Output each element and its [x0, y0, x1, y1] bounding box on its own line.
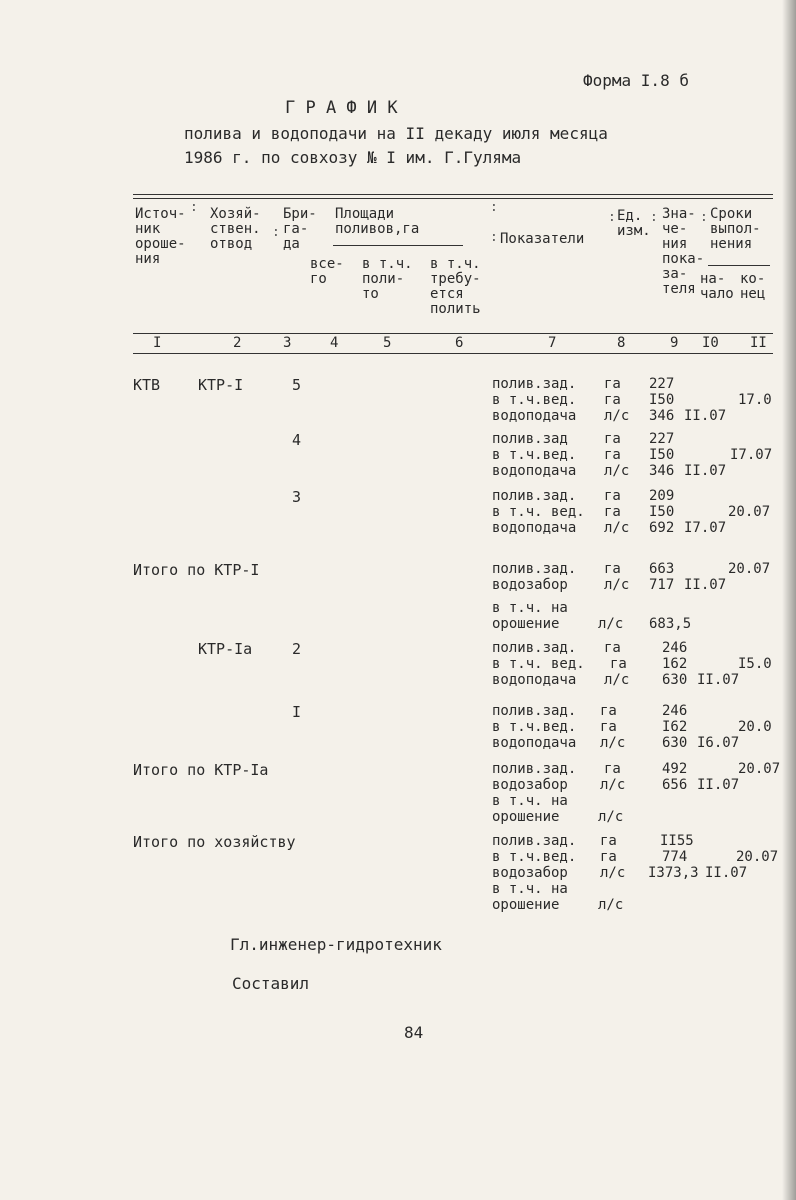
term-end: 20.07: [728, 504, 771, 520]
indicator-label: в т.ч.вед.: [492, 719, 577, 735]
col-number-2: 2: [233, 335, 242, 351]
indicator-label: водоподача: [492, 463, 577, 479]
value: 246: [662, 703, 688, 719]
term-start: II.07: [697, 777, 740, 793]
unit: л/с: [604, 520, 630, 536]
unit: л/с: [604, 672, 630, 688]
value: 692: [649, 520, 675, 536]
indicator-label: в т.ч.вед.: [492, 392, 577, 408]
indicator-label: водоподача: [492, 735, 577, 751]
brigade-5: 5: [292, 376, 302, 394]
page-number: 84: [404, 1023, 424, 1042]
value: 209: [649, 488, 675, 504]
col-number-7: 7: [548, 335, 557, 351]
unit: л/с: [600, 865, 626, 881]
value: 683,5: [649, 616, 692, 632]
value: II55: [660, 833, 694, 849]
header-separator: :: [650, 210, 658, 225]
indicator-label: в т.ч. на: [492, 793, 568, 809]
indicator-label: в т.ч.вед.: [492, 849, 577, 865]
term-start: II.07: [684, 577, 727, 593]
indicator-label: в т.ч. на: [492, 881, 568, 897]
indicator-label: полив.зад.: [492, 761, 577, 777]
col-number-3: 3: [283, 335, 292, 351]
header-separator: :: [700, 210, 708, 225]
indicator-label: полив.зад.: [492, 561, 577, 577]
signature-compiled-by: Составил: [232, 974, 310, 993]
source-ktv: КТВ: [133, 376, 161, 394]
form-label: Форма I.8 б: [583, 71, 689, 90]
value: 246: [662, 640, 688, 656]
unit: га: [604, 504, 621, 520]
unit: га: [604, 488, 621, 504]
col-number-8: 8: [617, 335, 626, 351]
indicator-label: в т.ч. вед.: [492, 656, 585, 672]
indicator-label: в т.ч. на: [492, 600, 568, 616]
indicator-label: полив.зад.: [492, 488, 577, 504]
value: I50: [649, 504, 675, 520]
table-top-rule-2: [133, 198, 773, 199]
unit: л/с: [604, 577, 630, 593]
indicator-label: орошение: [492, 897, 560, 913]
header-farm-outlet: Хозяй- ствен. отвод: [210, 206, 261, 252]
indicator-label: полив.зад.: [492, 703, 577, 719]
header-areas-group: Площади поливов,га: [335, 206, 420, 237]
table-top-rule: [133, 194, 773, 195]
header-separator: :: [190, 200, 198, 215]
outlet-ktr-1: КТР-I: [198, 376, 244, 394]
col-number-4: 4: [330, 335, 339, 351]
value: 656: [662, 777, 688, 793]
value: I373,3: [648, 865, 699, 881]
unit: л/с: [600, 735, 626, 751]
subtitle-line-2: 1986 г. по совхозу № I им. Г.Гуляма: [184, 148, 522, 167]
value: 346: [649, 463, 675, 479]
numbers-bottom-rule: [133, 353, 773, 354]
unit: га: [604, 431, 621, 447]
indicator-label: полив.зад.: [492, 376, 577, 392]
signature-chief-engineer: Гл.инженер-гидротехник: [230, 935, 442, 954]
scan-edge-shadow: [782, 0, 796, 1200]
unit: га: [604, 447, 621, 463]
value: 717: [649, 577, 675, 593]
term-start: II.07: [684, 408, 727, 424]
col-number-6: 6: [455, 335, 464, 351]
indicator-label: водозабор: [492, 865, 568, 881]
col-number-11: II: [750, 335, 767, 351]
header-unit: Ед. изм.: [617, 208, 651, 239]
value: 630: [662, 672, 688, 688]
document-title: Г Р А Ф И К: [285, 98, 398, 118]
col-number-1: I: [153, 335, 162, 351]
header-terms-group: Сроки выпол- нения: [710, 206, 761, 252]
unit: л/с: [600, 777, 626, 793]
brigade-2: 2: [292, 640, 302, 658]
unit: га: [604, 561, 621, 577]
value: 630: [662, 735, 688, 751]
indicator-label: в т.ч.вед.: [492, 447, 577, 463]
value: 227: [649, 376, 675, 392]
header-brigade: Бри- га- да: [283, 206, 317, 252]
unit: га: [600, 703, 617, 719]
value: 346: [649, 408, 675, 424]
value: I50: [649, 447, 675, 463]
unit: га: [610, 656, 627, 672]
unit: га: [600, 849, 617, 865]
header-indicators: Показатели: [500, 231, 585, 247]
col-number-5: 5: [383, 335, 392, 351]
brigade-3: 3: [292, 488, 302, 506]
indicator-label: орошение: [492, 809, 560, 825]
term-end: 17.0: [738, 392, 772, 408]
terms-group-rule: [708, 265, 770, 266]
header-source: Источ- ник ороше- ния: [135, 206, 186, 267]
indicator-label: полив.зад: [492, 431, 568, 447]
indicator-label: полив.зад.: [492, 833, 577, 849]
indicator-label: водоподача: [492, 408, 577, 424]
term-start: I6.07: [697, 735, 740, 751]
unit: л/с: [604, 408, 630, 424]
unit: л/с: [598, 809, 624, 825]
indicator-label: водоподача: [492, 672, 577, 688]
header-total: все- го: [310, 256, 344, 287]
indicator-label: водозабор: [492, 577, 568, 593]
unit: га: [600, 719, 617, 735]
total-ktr-1a-label: Итого по КТР-Iа: [133, 761, 269, 779]
value: I50: [649, 392, 675, 408]
indicator-label: орошение: [492, 616, 560, 632]
term-start: II.07: [697, 672, 740, 688]
col-number-9: 9: [670, 335, 679, 351]
unit: га: [604, 392, 621, 408]
header-separator: :: [272, 225, 280, 240]
unit: л/с: [604, 463, 630, 479]
header-separator: :: [490, 230, 498, 245]
total-ktr-1-label: Итого по КТР-I: [133, 561, 260, 579]
brigade-4: 4: [292, 431, 302, 449]
term-end: 20.07: [736, 849, 779, 865]
term-end: 20.07: [728, 561, 771, 577]
term-end: I7.07: [730, 447, 773, 463]
indicator-label: водоподача: [492, 520, 577, 536]
header-end: ко- нец: [740, 271, 766, 302]
value: 663: [649, 561, 675, 577]
value: 774: [662, 849, 688, 865]
term-end: 20.07: [738, 761, 781, 777]
header-start: на- чало: [700, 271, 734, 302]
header-separator: :: [608, 210, 616, 225]
value: 162: [662, 656, 688, 672]
value: 227: [649, 431, 675, 447]
unit: га: [604, 376, 621, 392]
term-end: 20.0: [738, 719, 772, 735]
indicator-label: в т.ч. вед.: [492, 504, 585, 520]
value: I62: [662, 719, 688, 735]
unit: га: [604, 640, 621, 656]
unit: л/с: [598, 897, 624, 913]
header-to-water: в т.ч. требу- ется полить: [430, 256, 481, 317]
term-start: II.07: [684, 463, 727, 479]
total-farm-label: Итого по хозяйству: [133, 833, 296, 851]
value: 492: [662, 761, 688, 777]
header-bottom-rule: [133, 333, 773, 334]
term-end: I5.0: [738, 656, 772, 672]
indicator-label: водозабор: [492, 777, 568, 793]
indicator-label: полив.зад.: [492, 640, 577, 656]
header-value: Зна- че- ния пока- за- теля: [662, 206, 705, 297]
subtitle-line-1: полива и водоподачи на II декаду июля месяца: [184, 124, 608, 143]
term-start: I7.07: [684, 520, 727, 536]
unit: л/с: [598, 616, 624, 632]
unit: га: [600, 833, 617, 849]
unit: га: [604, 761, 621, 777]
col-number-10: I0: [702, 335, 719, 351]
outlet-ktr-1a: КТР-Iа: [198, 640, 253, 658]
header-separator: :: [490, 200, 498, 215]
term-start: II.07: [705, 865, 748, 881]
brigade-1: I: [292, 703, 302, 721]
area-group-rule: [333, 245, 463, 246]
header-watered: в т.ч. поли- то: [362, 256, 413, 302]
